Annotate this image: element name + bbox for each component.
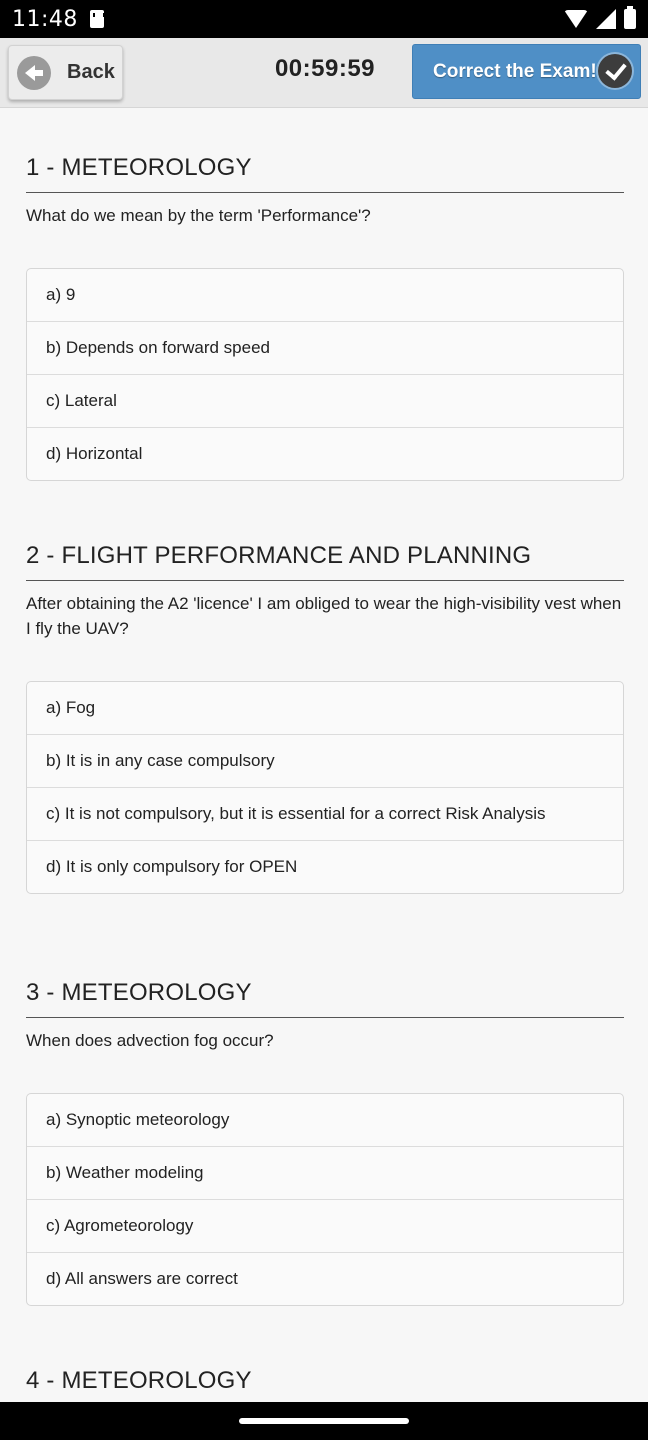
question-text: After obtaining the A2 'licence' I am obliged to wear the high-visibility vest when I fly the UAV? (26, 594, 622, 638)
app-bar (0, 38, 648, 108)
question-3 (26, 979, 624, 1288)
question-4 (26, 1367, 624, 1402)
answer-option[interactable]: b) Weather modeling (27, 1146, 623, 1199)
answer-list (26, 681, 624, 894)
home-handle[interactable] (239, 1418, 409, 1424)
question-text: When does advection fog occur? (26, 1031, 274, 1050)
battery-icon (624, 9, 636, 29)
back-arrow-icon (17, 56, 51, 90)
answer-list (26, 268, 624, 481)
answer-option[interactable]: a) Fog (46, 698, 96, 717)
sd-card-icon (90, 10, 104, 28)
exam-content[interactable] (0, 109, 648, 1402)
correct-exam-label: Correct the Exam! (433, 60, 597, 82)
back-button[interactable] (8, 45, 123, 100)
navigation-bar (0, 1402, 648, 1440)
answer-option[interactable]: b) Depends on forward speed (27, 321, 623, 374)
answer-option[interactable]: c) It is not compulsory, but it is essential for a correct Risk Analysis (27, 787, 623, 840)
question-title: 4 - METEOROLOGY (26, 1367, 624, 1402)
wifi-icon (564, 10, 588, 28)
answer-option[interactable]: b) It is in any case compulsory (27, 734, 623, 787)
answer-option[interactable]: d) It is only compulsory for OPEN (27, 840, 623, 893)
status-time: 11:48 (12, 6, 78, 32)
question-title: 1 - METEOROLOGY (26, 154, 624, 193)
check-icon (598, 54, 632, 88)
question-2 (26, 542, 624, 876)
answer-option[interactable]: a) Synoptic meteorology (46, 1110, 230, 1129)
answer-option[interactable]: c) Agrometeorology (27, 1199, 623, 1252)
status-bar (0, 0, 648, 38)
exam-timer: 00:59:59 (274, 55, 376, 82)
status-icons (564, 9, 636, 29)
answer-option[interactable]: c) Lateral (27, 374, 623, 427)
correct-exam-button[interactable] (412, 44, 641, 99)
question-1 (26, 154, 624, 463)
signal-icon (596, 9, 616, 29)
answer-option[interactable]: a) 9 (46, 285, 76, 304)
answer-option[interactable]: d) All answers are correct (27, 1252, 623, 1305)
answer-option[interactable]: d) Horizontal (27, 427, 623, 480)
question-title: 3 - METEOROLOGY (26, 979, 624, 1018)
back-label: Back (67, 61, 115, 83)
question-title: 2 - FLIGHT PERFORMANCE AND PLANNING (26, 542, 624, 581)
answer-list (26, 1093, 624, 1306)
question-text: What do we mean by the term 'Performance'? (26, 206, 371, 225)
